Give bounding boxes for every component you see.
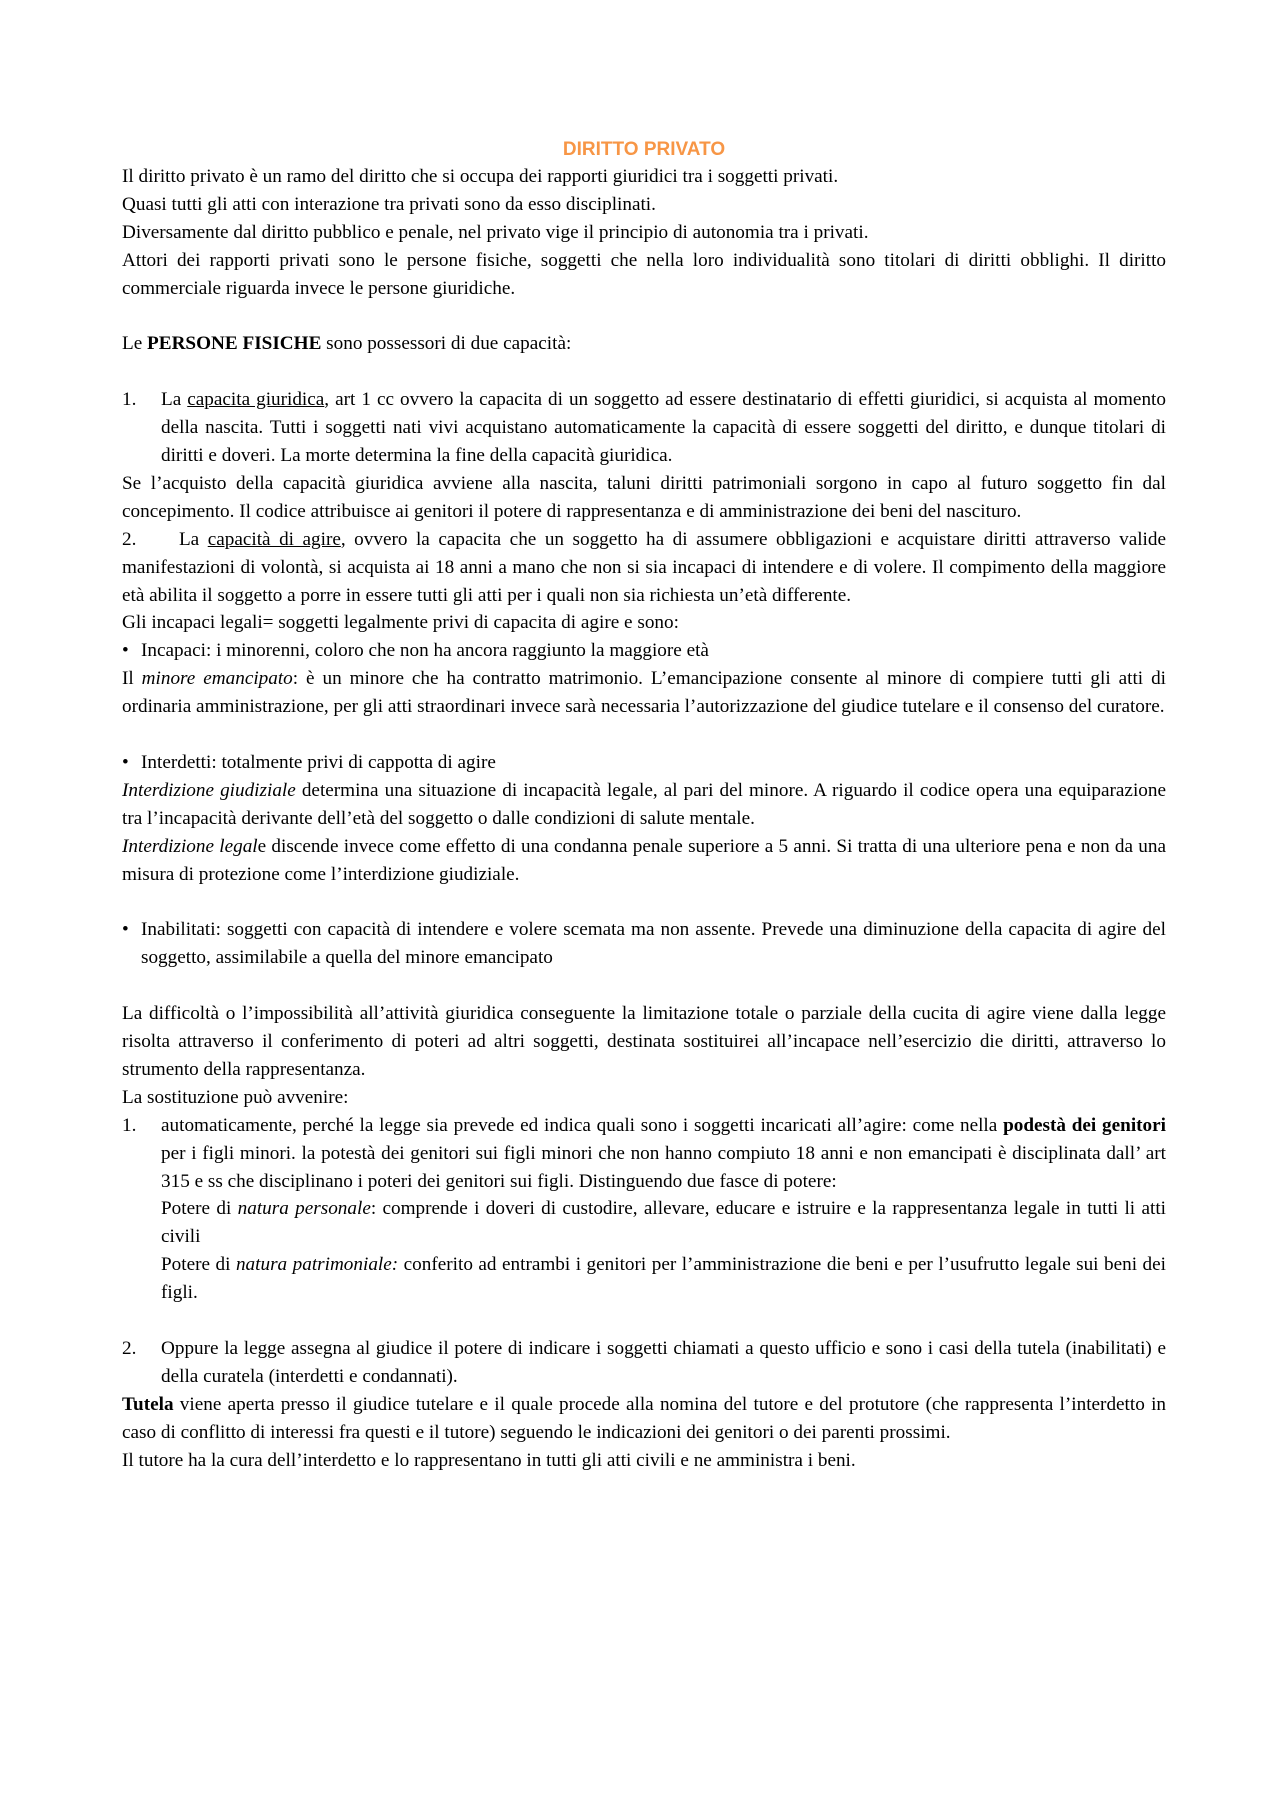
potere-patrimoniale-pre: Potere di [161, 1254, 236, 1276]
interdizione-legale-text: e discende invece come effetto di una condanna penale superiore a 5 anni. Si tratta di una ulteriore pena e non da una misura di protezione come l’interdizione giudiziale. [122, 835, 1166, 885]
spacer [122, 889, 1166, 917]
natura-personale-term: natura personale [237, 1198, 371, 1220]
capacita-di-agire-term: capacità di agire [207, 528, 341, 550]
podesta-genitori-term: podestà dei genitori [1003, 1114, 1166, 1136]
minore-pre: Il [122, 668, 142, 690]
tutore-line: Il tutore ha la cura dell’interdetto e lo rappresentano in tutti gli atti civili e ne amministra i beni. [122, 1449, 856, 1471]
bullet-inabilitati [122, 916, 1166, 972]
tutela-paragraph [122, 1391, 1166, 1447]
tutela-text: viene aperta presso il giudice tutelare e il quale procede alla nomina del tutore e del protutore (che rappresenta l’interdetto in caso di conflitto di interessi fra questi e il tutore) seguendo le indicazioni dei genitori o dei parenti prossimi. [122, 1393, 1166, 1443]
potere-patrimoniale-paragraph [122, 1251, 1166, 1307]
spacer [122, 303, 1166, 331]
item2-pre: La [136, 528, 208, 550]
natura-patrimoniale-term: natura patrimoniale: [235, 1254, 399, 1276]
persone-fisiche-term: PERSONE FISICHE [147, 333, 322, 355]
list-item-body [161, 386, 1166, 470]
bullet-interdetti-text: Interdetti: totalmente privi di cappotta di agire [141, 751, 496, 773]
difficolta-paragraph: La difficoltà o l’impossibilità all’attività giuridica conseguente la limitazione totale o parziale della cucita di agire viene dalla legge risolta attraverso il conferimento di poteri ad altri soggetti, destinata sostituirei all’incapace nell’esercizio die diritti, attraverso lo strumento della rappresentanza. [122, 1003, 1166, 1080]
spacer [122, 721, 1166, 749]
list-number: 1. [122, 1114, 137, 1136]
interdizione-legale-paragraph [122, 833, 1166, 889]
potere-personale-text: : comprende i doveri di custodire, allevare, educare e istruire e la rappresentanza legale in tutti li atti civili [161, 1198, 1166, 1248]
document-title: DIRITTO PRIVATO [562, 139, 726, 160]
spacer [122, 972, 1166, 1000]
capacita-giuridica-term: capacita giuridica [187, 389, 325, 411]
intro-paragraph-4: Attori dei rapporti privati sono le persone fisiche, soggetti che nella loro individualità sono titolari di diritti obblighi. Il diritto commerciale riguarda invece le persone giuridiche. [122, 249, 1166, 299]
potere-personale-paragraph [122, 1195, 1166, 1251]
item1-text: , art 1 cc ovvero la capacita di un soggetto ad essere destinatario di effetti giuridici, si acquista al momento della nascita. Tutti i soggetti nati vivi acquistano automaticamente la capacità di essere soggetti del diritto, e dunque titolari di diritti e doveri. La morte determina la fine della capacità giuridica. [161, 389, 1166, 467]
bullet-incapaci [122, 637, 1166, 665]
list-number: 2. [122, 1337, 137, 1359]
persone-prefix: Le [122, 333, 148, 355]
interdizione-legale-term: Interdizione legal [122, 835, 258, 857]
potere-patrimoniale-text: conferito ad entrambi i genitori per l’amministrazione die beni e per l’usufrutto legale sui beni dei figli. [161, 1254, 1166, 1304]
list-number: 1. [122, 389, 137, 411]
interdizione-giudiziale-paragraph [122, 777, 1166, 833]
bullet-interdetti [122, 749, 1166, 777]
list-number: 2. [122, 528, 137, 550]
intro-line-2: Quasi tutti gli atti con interazione tra privati sono da esso disciplinati. [122, 193, 656, 215]
bullet-incapaci-text: Incapaci: i minorenni, coloro che non ha ancora raggiunto la maggiore età [141, 640, 709, 662]
persone-fisiche-paragraph [122, 330, 1166, 358]
potere-personale-pre: Potere di [161, 1198, 238, 1220]
bullet-icon: • [122, 751, 129, 773]
interdizione-giudiziale-term: Interdizione giudiziale [122, 779, 296, 801]
intro-line-3: Diversamente dal diritto pubblico e penale, nel privato vige il principio di autonomia tra i privati. [122, 221, 869, 243]
minore-text: : è un minore che ha contratto matrimonio. L’emancipazione consente al minore di compiere tutti gli atti di ordinaria amministrazione, per gli atti straordinari invece sarà necessaria l’autorizzazione del giudice tutelare e il consenso del curatore. [122, 668, 1166, 718]
list-item-body: Oppure la legge assegna al giudice il potere di indicare i soggetti chiamati a questo ufficio e sono i casi della tutela (inabilitati) e della curatela (interdetti e condannati). [161, 1337, 1166, 1387]
list-item-body [161, 1112, 1166, 1196]
minore-emancipato-paragraph [122, 665, 1166, 721]
sostituzione-line: La sostituzione può avvenire: [122, 1086, 349, 1108]
list-item-capacita-giuridica [122, 386, 1166, 470]
s1-pre: automaticamente, perché la legge sia prevede ed indica quali sono i soggetti incaricati all’agire: come nella [161, 1114, 1004, 1136]
bullet-icon: • [122, 919, 129, 941]
incapaci-legali-line: Gli incapaci legali= soggetti legalmente privi di capacita di agire e sono: [122, 612, 679, 634]
bullet-icon: • [122, 640, 129, 662]
acquisto-paragraph: Se l’acquisto della capacità giuridica avviene alla nascita, taluni diritti patrimoniali sorgono in capo al futuro soggetto fin dal concepimento. Il codice attribuisce ai genitori il potere di rappresentanza e di amministrazione dei beni del nascituro. [122, 472, 1166, 522]
item1-pre: La [161, 389, 188, 411]
s1-text: per i figli minori. la potestà dei genitori sui figli minori che non hanno compiuto 18 anni e non emancipati è disciplinata dall’ art 315 e ss che disciplinano i poteri dei genitori sui figli. Distinguendo due fasce di potere: [161, 1142, 1166, 1192]
intro-line-1: Il diritto privato è un ramo del diritto che si occupa dei rapporti giuridici tra i soggetti privati. [122, 166, 839, 187]
spacer [122, 358, 1166, 386]
minore-emancipato-term: minore emancipato [141, 668, 293, 690]
bullet-inabilitati-text: Inabilitati: soggetti con capacità di intendere e volere scemata ma non assente. Prevede una diminuzione della capacita di agire del soggetto, assimilabile a quella del minore emancipato [141, 919, 1166, 969]
list-item-automaticamente [122, 1112, 1166, 1196]
list-item-capacita-di-agire [122, 526, 1166, 610]
persone-suffix: sono possessori di due capacità: [321, 333, 572, 355]
spacer [122, 1307, 1166, 1335]
tutela-term: Tutela [122, 1393, 174, 1415]
list-item-giudice [122, 1335, 1166, 1391]
item2-text: , ovvero la capacita che un soggetto ha di assumere obbligazioni e acquistare diritti attraverso valide manifestazioni di volontà, si acquista ai 18 anni a mano che non si sia incapaci di intendere e di volere. Il compimento della maggiore età abilita il soggetto a porre in essere tutti gli atti per i quali non sia richiesta un’età differente. [122, 528, 1166, 606]
interdizione-giudiziale-text: determina una situazione di incapacità legale, al pari del minore. A riguardo il codice opera una equiparazione tra l’incapacità derivante dell’età del soggetto o dalle condizioni di salute mentale. [122, 779, 1166, 829]
